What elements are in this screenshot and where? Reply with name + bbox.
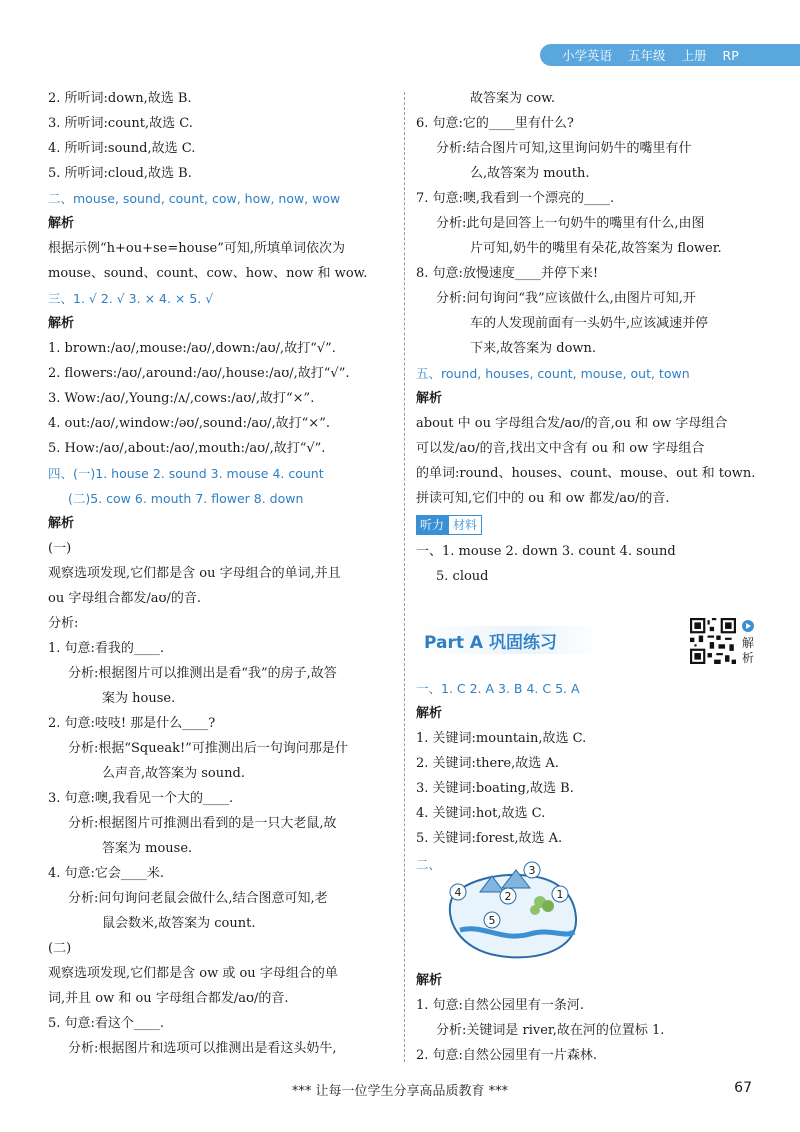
- page-footer: *** 让每一位学生分享高品质教育 ***: [291, 1084, 509, 1099]
- left-line: 5. How:/aʊ/,about:/aʊ/,mouth:/aʊ/,故打“√”.: [48, 441, 326, 456]
- left-line: 案为 house.: [102, 691, 176, 706]
- left-line: 分析:根据图片可以推测出是看“我”的房子,故答: [68, 666, 337, 681]
- left-line: 2. 句意:吱吱! 那是什么____?: [48, 716, 216, 731]
- left-line: 2. 所听词:down,故选 B.: [48, 91, 192, 106]
- right-top-line: 解析: [416, 391, 443, 406]
- left-line: 2. flowers:/aʊ/,around:/aʊ/,house:/aʊ/,故打“√”.: [48, 366, 350, 381]
- right-end-line: 2. 句意:自然公园里有一片森林.: [416, 1048, 598, 1063]
- part-a-title: Part A 巩固练习: [416, 626, 600, 654]
- page-number: 67: [734, 1080, 752, 1096]
- right-end-line: 解析: [416, 973, 443, 988]
- right-top-line: 分析:此句是回答上一句奶牛的嘴里有什么,由图: [436, 216, 705, 231]
- left-line: 观察选项发现,它们都是含 ow 或 ou 字母组合的单: [48, 966, 338, 981]
- section-two-label: 二、: [416, 857, 442, 872]
- left-line: 四、(一)1. house 2. sound 3. mouse 4. count: [48, 466, 324, 481]
- right-column: [416, 86, 762, 589]
- qr-code-icon[interactable]: [690, 618, 736, 664]
- nature-park-map: [440, 858, 582, 962]
- left-line: mouse、sound、count、cow、how、now 和 wow.: [48, 266, 368, 281]
- left-line: (一): [48, 541, 72, 556]
- right-bottom-line: 一、1. C 2. A 3. B 4. C 5. A: [416, 681, 580, 696]
- left-line: 4. 句意:它会____米.: [48, 866, 165, 881]
- header-edition: RP: [722, 47, 739, 63]
- right-bottom-line: 2. 关键词:there,故选 A.: [416, 756, 559, 771]
- right-end-line: 1. 句意:自然公园里有一条河.: [416, 998, 585, 1013]
- left-line: 5. 所听词:cloud,故选 B.: [48, 166, 192, 181]
- right-top-line: 6. 句意:它的____里有什么?: [416, 116, 574, 131]
- left-line: 观察选项发现,它们都是含 ou 字母组合的单词,并且: [48, 566, 341, 581]
- right-bottom-line: 4. 关键词:hot,故选 C.: [416, 806, 546, 821]
- header-grade: 五年级: [628, 48, 666, 63]
- listening-lines-line: 5. cloud: [436, 569, 489, 584]
- right-top-line: 拼读可知,它们中的 ou 和 ow 都发/aʊ/的音.: [416, 491, 670, 506]
- left-line: 答案为 mouse.: [102, 841, 193, 856]
- left-line: 分析:根据“Squeak!”可推测出后一句询问那是什: [68, 741, 348, 756]
- map-label-5: 5: [488, 914, 496, 927]
- material-tag: 材料: [448, 515, 482, 535]
- section-two-analysis: [416, 968, 762, 1068]
- right-top-line: 么,故答案为 mouth.: [470, 166, 590, 181]
- right-top-line: 片可知,奶牛的嘴里有朵花,故答案为 flower.: [470, 241, 722, 256]
- left-line: 解析: [48, 216, 75, 231]
- map-label-2: 2: [504, 890, 512, 903]
- left-line: 4. 所听词:sound,故选 C.: [48, 141, 196, 156]
- page-header: [540, 44, 754, 66]
- column-divider: [404, 92, 405, 1062]
- right-bottom-line: 1. 关键词:mountain,故选 C.: [416, 731, 587, 746]
- left-line: 分析:问句询问老鼠会做什么,结合图意可知,老: [68, 891, 328, 906]
- play-icon[interactable]: [742, 620, 754, 632]
- right-top-line: 8. 句意:放慢速度____并停下来!: [416, 266, 599, 281]
- left-line: 分析:: [48, 616, 79, 631]
- left-line: 5. 句意:看这个____.: [48, 1016, 165, 1031]
- map-label-3: 3: [528, 864, 536, 877]
- left-column: [48, 86, 394, 1061]
- left-line: 3. Wow:/aʊ/,Young:/ʌ/,cows:/aʊ/,故打“×”.: [48, 391, 315, 406]
- map-label-1: 1: [556, 888, 564, 901]
- left-line: 分析:根据图片可推测出看到的是一只大老鼠,故: [68, 816, 337, 831]
- left-line: 词,并且 ow 和 ou 字母组合都发/aʊ/的音.: [48, 991, 289, 1006]
- right-top-line: about 中 ou 字母组合发/aʊ/的音,ou 和 ow 字母组合: [416, 416, 728, 431]
- right-top-line: 下来,故答案为 down.: [470, 341, 597, 356]
- header-subject: 小学英语: [562, 48, 613, 63]
- left-line: (二)5. cow 6. mouth 7. flower 8. down: [68, 491, 304, 506]
- right-top-line: 分析:结合图片可知,这里询问奶牛的嘴里有什: [436, 141, 692, 156]
- map-label-4: 4: [454, 886, 462, 899]
- left-line: 4. out:/aʊ/,window:/əʊ/,sound:/aʊ/,故打“×”.: [48, 416, 330, 431]
- right-top-line: 故答案为 cow.: [470, 91, 555, 106]
- right-top-line: 五、round, houses, count, mouse, out, town: [416, 366, 690, 381]
- listening-lines-line: 一、1. mouse 2. down 3. count 4. sound: [416, 544, 676, 559]
- right-top-line: 的单词:round、houses、count、mouse、out 和 town.: [416, 466, 756, 481]
- left-line: 3. 句意:噢,我看见一个大的____.: [48, 791, 234, 806]
- right-top-line: 7. 句意:噢,我看到一个漂亮的____.: [416, 191, 615, 206]
- left-line: 1. brown:/aʊ/,mouse:/aʊ/,down:/aʊ/,故打“√”.: [48, 341, 336, 356]
- right-end-line: 分析:关键词是 river,故在河的位置标 1.: [436, 1023, 665, 1038]
- left-line: 1. 句意:看我的____.: [48, 641, 165, 656]
- right-top-line: 可以发/aʊ/的音,找出文中含有 ou 和 ow 字母组合: [416, 441, 705, 456]
- header-volume: 上册: [681, 48, 707, 63]
- right-bottom-line: 5. 关键词:forest,故选 A.: [416, 831, 563, 846]
- left-line: 3. 所听词:count,故选 C.: [48, 116, 193, 131]
- left-line: 二、mouse, sound, count, cow, how, now, wow: [48, 191, 341, 206]
- left-line: 三、1. √ 2. √ 3. × 4. × 5. √: [48, 291, 214, 306]
- left-line: 根据示例“h+ou+se=house”可知,所填单词依次为: [48, 241, 345, 256]
- part-a-answers: [416, 676, 762, 851]
- left-line: 解析: [48, 516, 75, 531]
- right-bottom-line: 解析: [416, 706, 443, 721]
- right-top-line: 分析:问句询问“我”应该做什么,由图片可知,开: [436, 291, 696, 306]
- left-line: ou 字母组合都发/aʊ/的音.: [48, 591, 202, 606]
- left-line: 分析:根据图片和选项可以推测出是看这头奶牛,: [68, 1041, 337, 1056]
- analysis-side-label: 解析: [742, 620, 756, 666]
- left-line: (二): [48, 941, 72, 956]
- left-line: 鼠会数米,故答案为 count.: [102, 916, 256, 931]
- left-line: 么声音,故答案为 sound.: [102, 766, 245, 781]
- listening-material-badge: [416, 515, 482, 535]
- right-top-line: 车的人发现前面有一头奶牛,应该减速并停: [470, 316, 709, 331]
- listening-tag: 听力: [416, 515, 448, 535]
- right-bottom-line: 3. 关键词:boating,故选 B.: [416, 781, 574, 796]
- left-line: 解析: [48, 316, 75, 331]
